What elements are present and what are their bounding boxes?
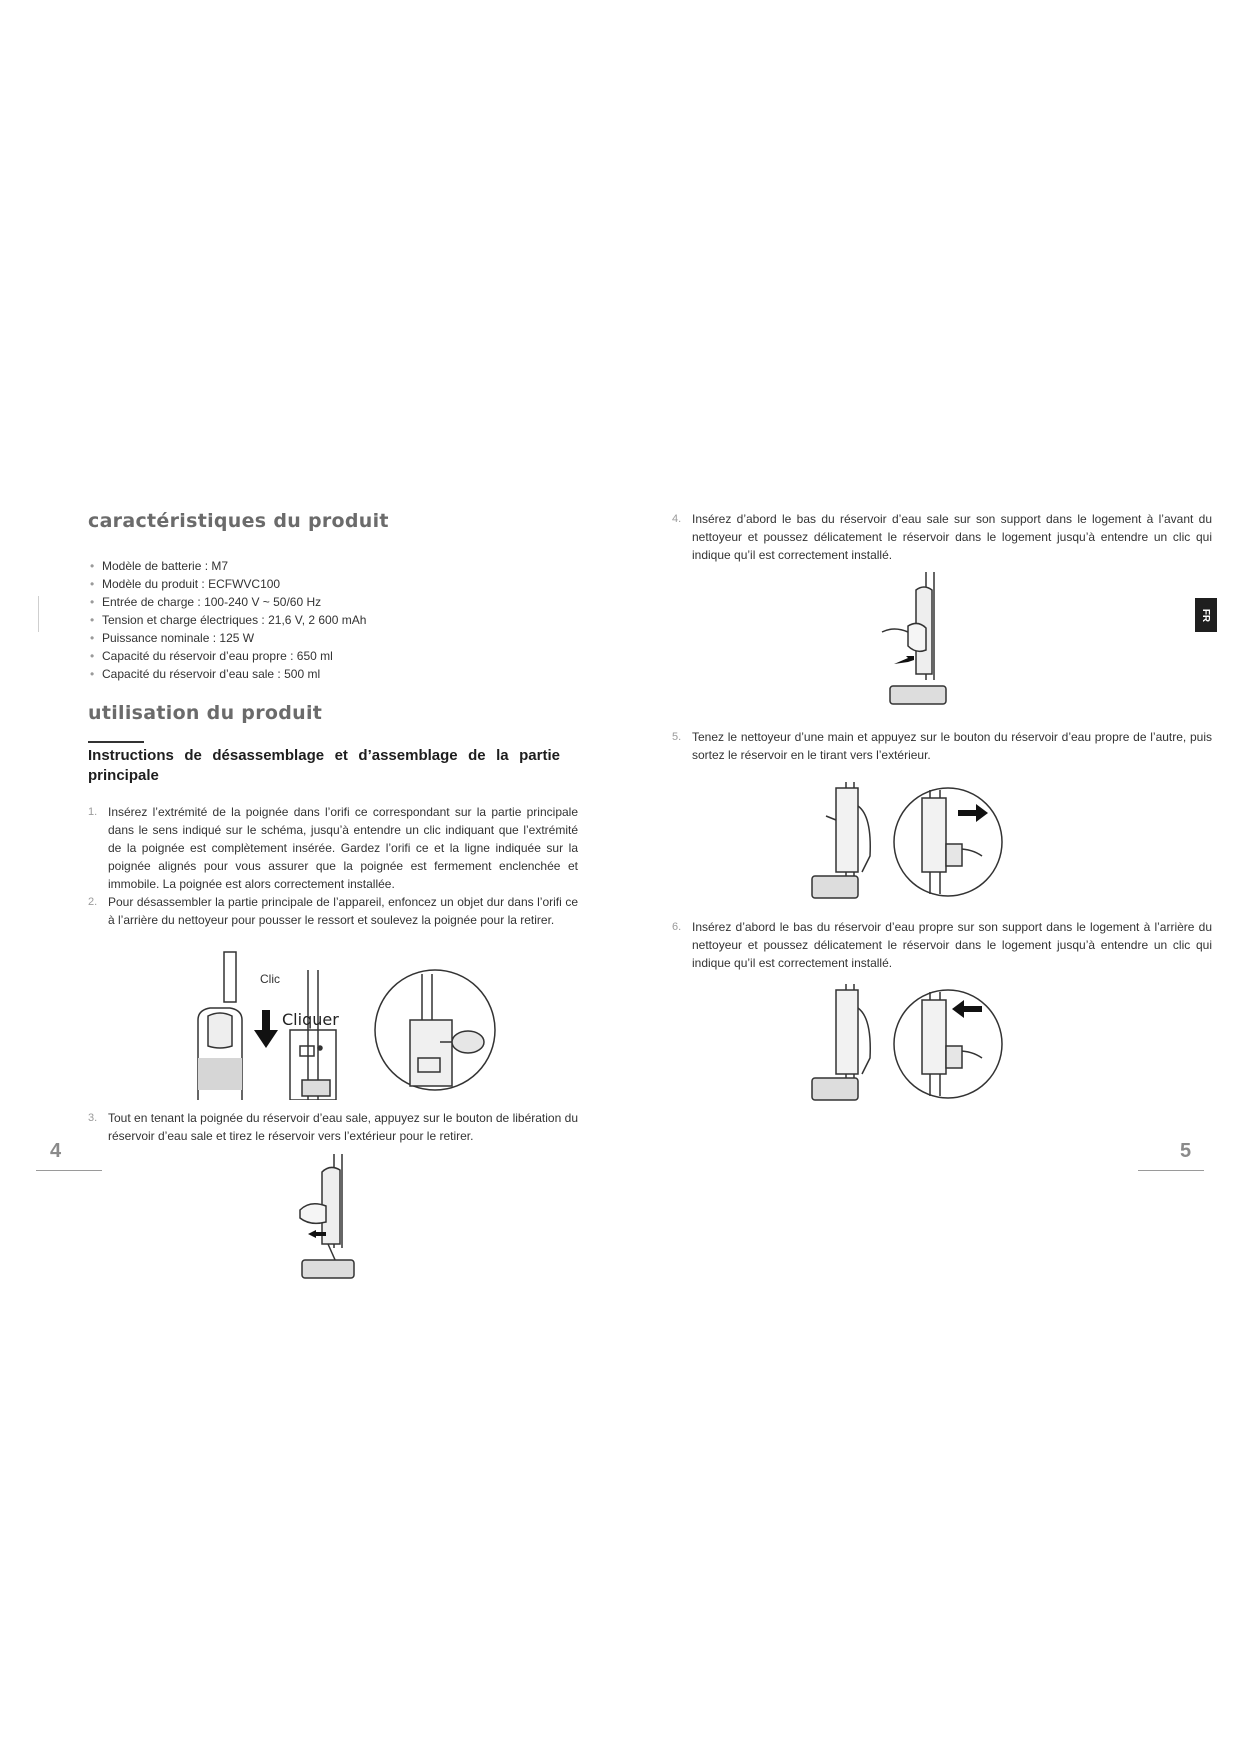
language-tab-label: FR (1200, 608, 1212, 622)
arrow-left-icon (952, 1000, 982, 1018)
step-number: 2. (88, 896, 98, 908)
arrow-right-icon (958, 804, 988, 822)
step-text: Tenez le nettoyeur d’une main et appuyez sur le bouton du réservoir d’eau propre de l’autre, puis sortez le réservoir en le tirant vers l’extérieur. (692, 730, 1212, 762)
specs-title: caractéristiques du produit (88, 510, 389, 532)
specs-list (90, 557, 570, 683)
figure-insert-clean-tank (806, 980, 1006, 1106)
step-text: Insérez d’abord le bas du réservoir d’eau sale sur son support dans le logement à l’avant du nettoyeur et poussez délicatement le réservoir dans le logement jusqu’à entendre un clic qui indique qu’il est correctement installé. (692, 512, 1212, 562)
left-page (0, 0, 620, 1754)
right-page (620, 0, 1241, 1754)
step-3 (88, 1109, 578, 1145)
step-5 (672, 728, 1212, 764)
step-1 (88, 803, 578, 893)
usage-title: utilisation du produit (88, 702, 323, 724)
arrow-down-icon (254, 1010, 278, 1048)
page-number-rule (1138, 1170, 1204, 1171)
page-number: 4 (50, 1140, 62, 1162)
remove-dirty-tank-illustration (296, 1152, 366, 1280)
spec-item: • Capacité du réservoir d’eau sale : 500 ml (90, 665, 570, 683)
spec-item: • Puissance nominale : 125 W (90, 629, 570, 647)
step-number: 3. (88, 1112, 98, 1124)
cliquer-label: Cliquer (282, 1010, 339, 1029)
figure-remove-clean-tank (806, 776, 1006, 904)
spec-item: • Tension et charge électriques : 21,6 V, 2 600 mAh (90, 611, 570, 629)
figure-handle-assembly (190, 950, 500, 1100)
step-text: Tout en tenant la poignée du réservoir d’eau sale, appuyez sur le bouton de libération du réservoir d’eau sale et tirez le réservoir vers l’extérieur pour le retirer. (108, 1111, 578, 1143)
step-number: 4. (672, 513, 682, 525)
page-number: 5 (1180, 1140, 1192, 1162)
figure-insert-dirty-tank (880, 570, 960, 708)
step-6 (672, 918, 1212, 972)
spec-item: • Modèle de batterie : M7 (90, 557, 570, 575)
step-number: 1. (88, 806, 98, 818)
arrow-right-icon (894, 656, 914, 664)
step-text: Insérez l’extrémité de la poignée dans l’orifi ce correspondant sur la partie principale dans le sens indiqué sur le schéma, jusqu’à entendre un clic indiquant que l’extrémité de la poignée est complètement insérée. Gardez l’orifi ce et la ligne indiquée sur la poignée alignés pour vous assurer que la poignée est fermement enclenchée et immobile. La poignée est alors correctement installée. (108, 805, 578, 891)
step-number: 5. (672, 731, 682, 743)
page-number-rule (36, 1170, 102, 1171)
insert-dirty-tank-illustration (880, 570, 960, 708)
remove-clean-tank-illustration (806, 776, 1006, 904)
step-4 (672, 510, 1212, 564)
step-text: Pour désassembler la partie principale de l’appareil, enfoncez un objet dur dans l’orifi ce à l’arrière du nettoyeur pour pousser le ressort et soulevez la poignée pour la retirer. (108, 895, 578, 927)
step-2 (88, 893, 578, 929)
language-tab (1195, 598, 1217, 632)
spec-item: • Entrée de charge : 100-240 V ~ 50/60 Hz (90, 593, 570, 611)
figure-remove-dirty-tank (296, 1152, 366, 1280)
spec-item: • Modèle du produit : ECFWVC100 (90, 575, 570, 593)
insert-clean-tank-illustration (806, 980, 1006, 1106)
handle-assembly-illustration (190, 950, 500, 1100)
step-number: 6. (672, 921, 682, 933)
subtitle-rule (88, 741, 144, 743)
subtitle: Instructions de désassemblage et d’assemblage de la partie principale (88, 747, 560, 784)
step-text: Insérez d’abord le bas du réservoir d’eau propre sur son support dans le logement à l’arrière du nettoyeur et poussez délicatement le réservoir dans le logement jusqu’à entendre un clic qui indique qu’il est correctement installé. (692, 920, 1212, 970)
margin-mark (38, 596, 39, 632)
spec-item: • Capacité du réservoir d’eau propre : 650 ml (90, 647, 570, 665)
clic-label: Clic (260, 972, 280, 986)
